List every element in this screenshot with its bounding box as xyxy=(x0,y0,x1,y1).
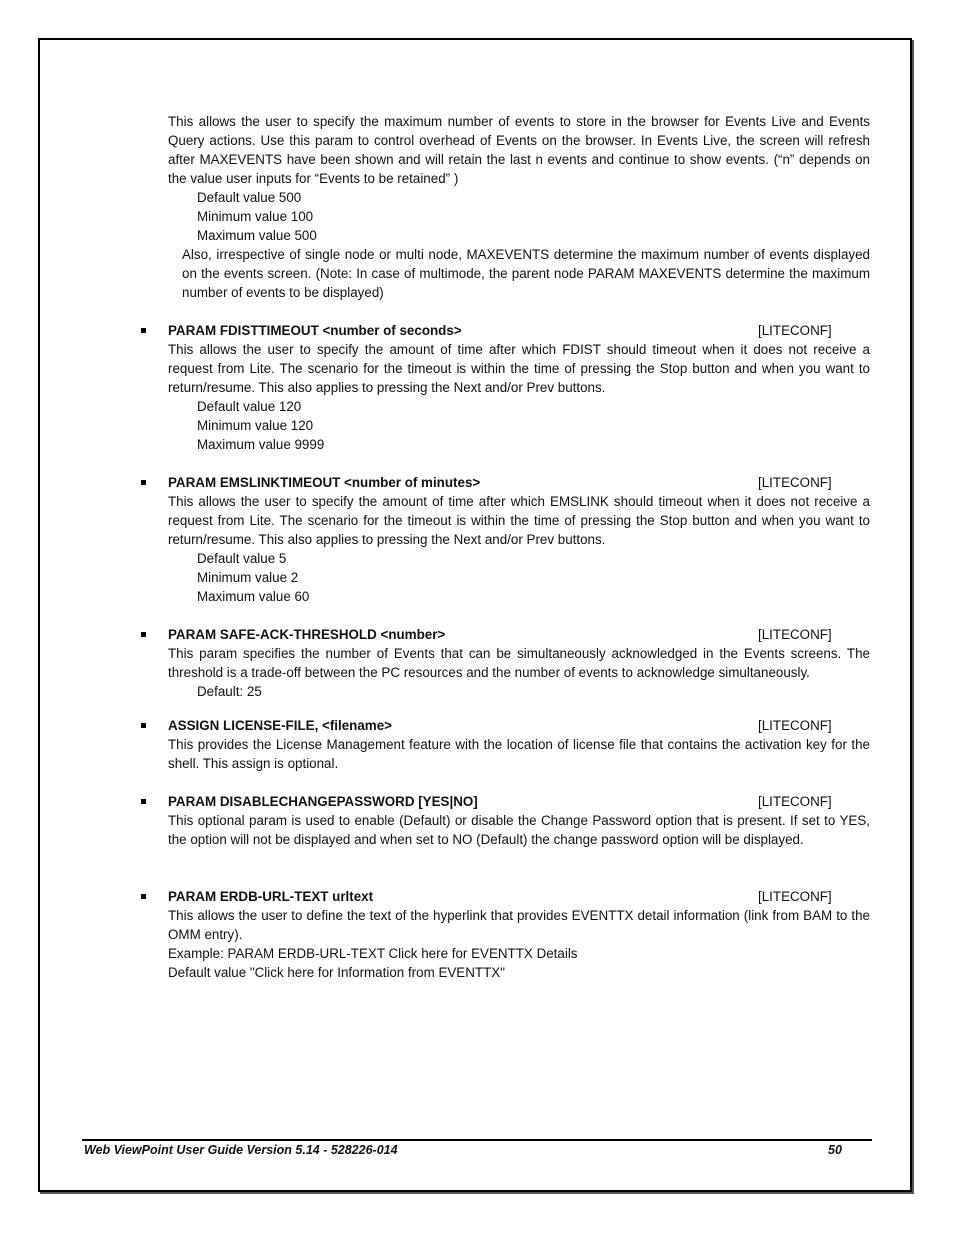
item-values xyxy=(197,682,870,701)
item-tag: [LITECONF] xyxy=(758,718,832,733)
param-fdisttimeout xyxy=(168,321,870,454)
item-example: Example: PARAM ERDB-URL-TEXT Click here for EVENTTX Details xyxy=(168,946,578,961)
item-description: This allows the user to specify the amount of time after which FDIST should timeout when it does not receive a request from Lite. The scenario for the timeout is within the time of pressing the Stop button and when you want to return/resume. This also applies to pressing the Next and/or Prev buttons. xyxy=(168,342,870,395)
item-tag: [LITECONF] xyxy=(758,627,832,642)
item-heading: ASSIGN LICENSE-FILE, <filename> xyxy=(168,718,392,733)
param-erdb-url-text xyxy=(168,887,870,982)
item-default: Default value "Click here for Information from EVENTTX" xyxy=(168,965,505,980)
param-disablechangepassword xyxy=(168,792,870,849)
item-tag: [LITECONF] xyxy=(758,475,832,490)
item-description: This provides the License Management feature with the location of license file that contains the activation key for the shell. This assign is optional. xyxy=(168,737,870,771)
item-default: Default value 5 xyxy=(197,551,287,566)
item-values xyxy=(197,397,870,454)
maxevents-values xyxy=(197,188,870,245)
item-minimum: Minimum value 2 xyxy=(197,570,299,585)
item-description: This optional param is used to enable (Default) or disable the Change Password option that is present. If set to YES, the option will not be displayed and when set to NO (Default) the change password option will be displayed. xyxy=(168,813,870,847)
maxevents-minimum: Minimum value 100 xyxy=(197,209,314,224)
item-tag: [LITECONF] xyxy=(758,323,832,338)
item-maximum: Maximum value 9999 xyxy=(197,437,325,452)
item-tag: [LITECONF] xyxy=(758,794,832,809)
item-heading: PARAM ERDB-URL-TEXT urltext xyxy=(168,889,374,904)
item-heading: PARAM SAFE-ACK-THRESHOLD <number> xyxy=(168,627,446,642)
item-values xyxy=(197,549,870,606)
page-content xyxy=(168,112,870,982)
bullet-icon xyxy=(141,799,146,804)
bullet-icon xyxy=(141,328,146,333)
bullet-icon xyxy=(141,480,146,485)
maxevents-description: This allows the user to specify the maximum number of events to store in the browser for Events Live and Events Query actions. Use this param to control overhead of Events on the browser. In Events Live, the screen will refresh after MAXEVENTS have been shown and will retain the last n events and continue to show events. (“n” depends on the value user inputs for “Events to be retained” ) xyxy=(168,114,870,186)
item-tag: [LITECONF] xyxy=(758,889,832,904)
param-emslinktimeout xyxy=(168,473,870,606)
item-default: Default: 25 xyxy=(197,684,262,699)
footer-divider xyxy=(82,1139,872,1141)
footer-title: Web ViewPoint User Guide Version 5.14 - 528226-014 xyxy=(84,1143,398,1157)
item-minimum: Minimum value 120 xyxy=(197,418,314,433)
maxevents-default: Default value 500 xyxy=(197,190,302,205)
item-maximum: Maximum value 60 xyxy=(197,589,310,604)
maxevents-maximum: Maximum value 500 xyxy=(197,228,317,243)
bullet-icon xyxy=(141,723,146,728)
assign-license-file xyxy=(168,716,870,773)
item-heading: PARAM EMSLINKTIMEOUT <number of minutes> xyxy=(168,475,481,490)
maxevents-note: Also, irrespective of single node or multi node, MAXEVENTS determine the maximum number of events displayed on the events screen. (Note: In case of multimode, the parent node PARAM MAXEVENTS determine the maximum number of events to be displayed) xyxy=(182,247,870,300)
param-safe-ack-threshold xyxy=(168,625,870,701)
item-description: This param specifies the number of Events that can be simultaneously acknowledged in the Events screens. The threshold is a trade-off between the PC resources and the number of events to acknowledge simultaneously. xyxy=(168,646,870,680)
item-heading: PARAM FDISTTIMEOUT <number of seconds> xyxy=(168,323,462,338)
page-number: 50 xyxy=(828,1143,842,1157)
bullet-icon xyxy=(141,894,146,899)
bullet-icon xyxy=(141,632,146,637)
item-default: Default value 120 xyxy=(197,399,302,414)
item-heading: PARAM DISABLECHANGEPASSWORD [YES|NO] xyxy=(168,794,478,809)
item-description: This allows the user to specify the amount of time after which EMSLINK should timeout when it does not receive a request from Lite. The scenario for the timeout is within the time of pressing the Stop button and when you want to return/resume. This also applies to pressing the Next and/or Prev buttons. xyxy=(168,494,870,547)
item-description: This allows the user to define the text of the hyperlink that provides EVENTTX detail information (link from BAM to the OMM entry). xyxy=(168,908,870,942)
